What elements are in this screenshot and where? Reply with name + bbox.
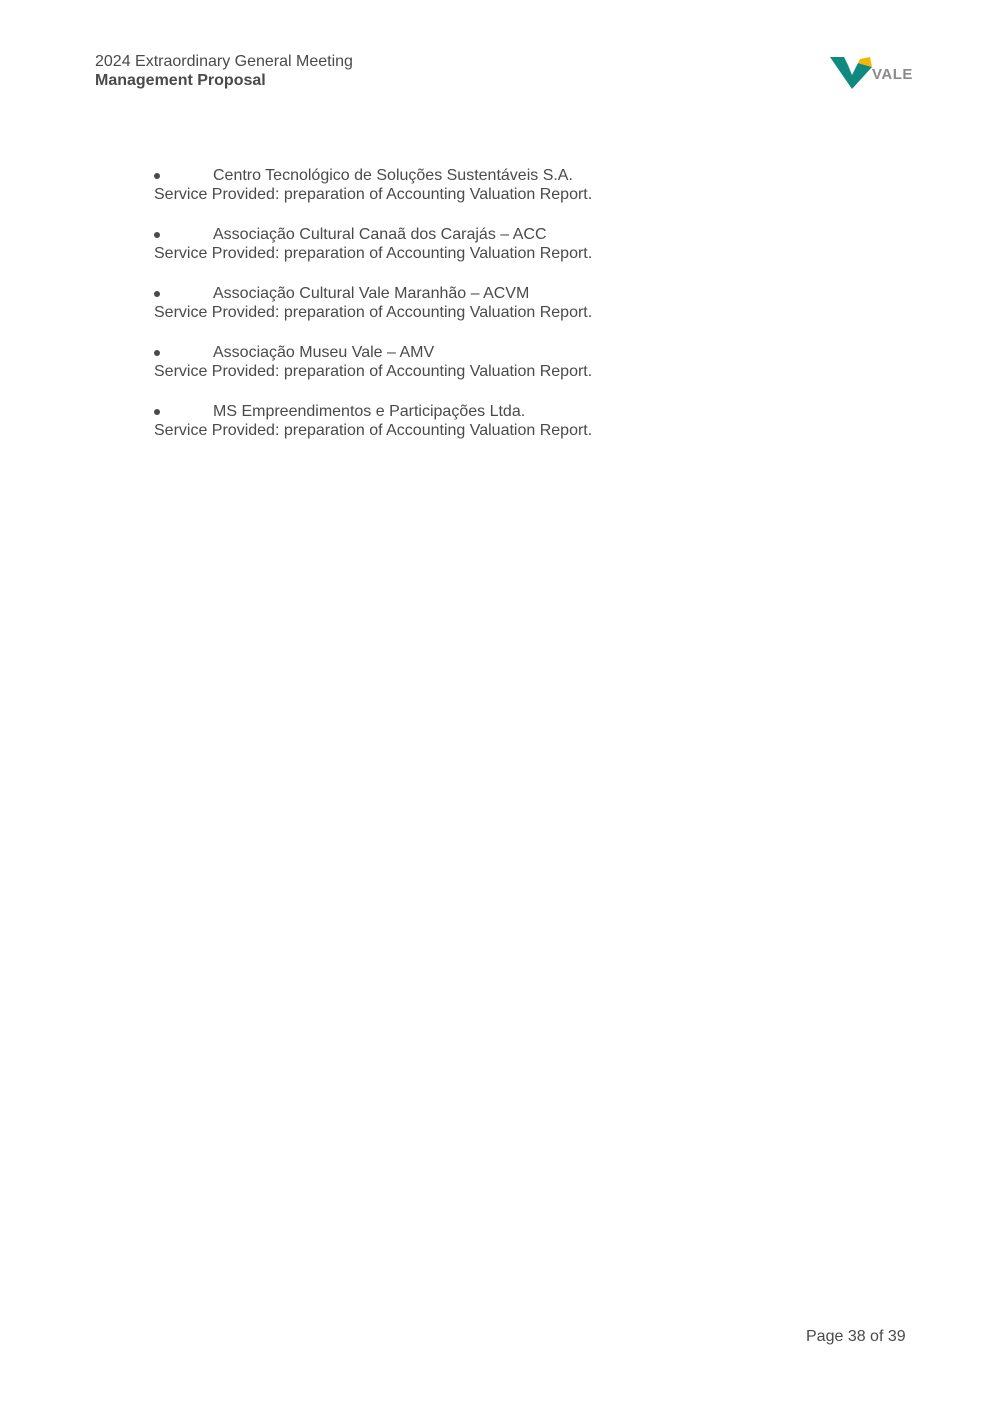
entity-name: Associação Cultural Canaã dos Carajás – ACC <box>213 226 547 243</box>
service-list <box>154 166 854 461</box>
service-description: Service Provided: preparation of Accounting Valuation Report. <box>154 363 593 380</box>
list-item <box>154 343 854 381</box>
document-subtitle: Management Proposal <box>95 72 266 89</box>
entity-name: Associação Museu Vale – AMV <box>213 344 435 361</box>
list-item <box>154 225 854 263</box>
entity-name: Associação Cultural Vale Maranhão – ACVM <box>213 285 530 302</box>
service-description: Service Provided: preparation of Accounting Valuation Report. <box>154 186 593 203</box>
vale-logo-text: VALE <box>872 66 913 83</box>
vale-logo <box>830 55 915 91</box>
list-item <box>154 402 854 440</box>
bullet-icon <box>154 173 160 179</box>
service-description: Service Provided: preparation of Accounting Valuation Report. <box>154 245 593 262</box>
service-description: Service Provided: preparation of Accounting Valuation Report. <box>154 304 593 321</box>
list-item <box>154 284 854 322</box>
entity-name: Centro Tecnológico de Soluções Sustentáveis S.A. <box>213 167 573 184</box>
page-number: Page 38 of 39 <box>806 1328 906 1345</box>
document-title: 2024 Extraordinary General Meeting <box>95 53 353 70</box>
page-header <box>95 52 353 90</box>
entity-name: MS Empreendimentos e Participações Ltda. <box>213 403 526 420</box>
bullet-icon <box>154 350 160 356</box>
list-item <box>154 166 854 204</box>
bullet-icon <box>154 291 160 297</box>
bullet-icon <box>154 232 160 238</box>
service-description: Service Provided: preparation of Accounting Valuation Report. <box>154 422 593 439</box>
bullet-icon <box>154 409 160 415</box>
vale-logo-icon <box>830 55 872 91</box>
